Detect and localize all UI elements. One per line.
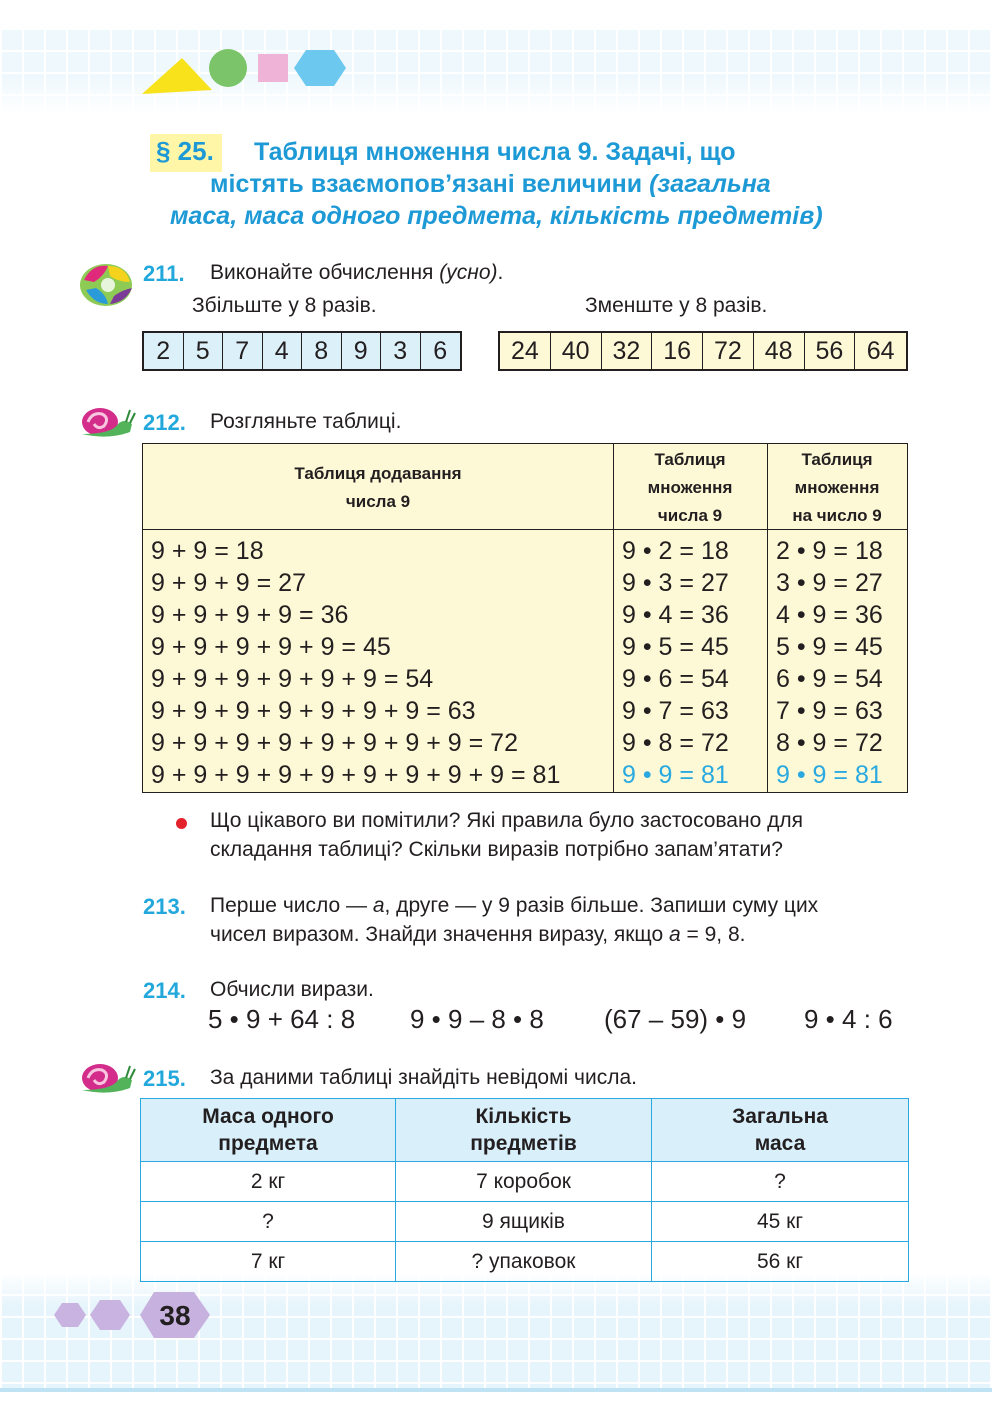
task-211-number: 211. — [143, 261, 185, 286]
header-line: Загальна — [732, 1105, 828, 1128]
green-circle-icon — [209, 49, 247, 87]
mult-by-row: 3 • 9 = 27 — [776, 569, 883, 597]
blue-hexagon-icon — [294, 50, 346, 86]
header-line: Таблиця — [654, 450, 726, 469]
strip-cell: 16 — [652, 333, 703, 369]
page-number-badge — [44, 1288, 224, 1346]
mult-by-row: 7 • 9 = 63 — [776, 697, 883, 725]
header-line: предмета — [218, 1132, 318, 1155]
task-213-variable: а — [669, 923, 681, 946]
header-line: Кількість — [475, 1105, 572, 1128]
task-211-right-label: Зменште у 8 разів. — [585, 294, 768, 317]
mult-by-column — [776, 535, 883, 791]
header-line: множення — [794, 478, 880, 497]
table-cell: ? — [141, 1202, 396, 1242]
mult-of-row: 9 • 4 = 36 — [622, 601, 729, 629]
task-212-question-1: Що цікавого ви помітили? Які правила було застосовано для — [210, 809, 803, 832]
mind-puzzle-icon — [78, 260, 134, 308]
table-row — [141, 1202, 909, 1242]
page-number: 38 — [159, 1300, 191, 1331]
task-213-line-2 — [210, 923, 745, 947]
yellow-triangle-icon — [142, 58, 212, 94]
task-215-text: За даними таблиці знайдіть невідомі числа. — [210, 1066, 637, 1089]
mult-by-header — [767, 446, 907, 530]
addition-row: 9 + 9 + 9 = 27 — [151, 569, 306, 597]
table-cell: 2 кг — [141, 1162, 396, 1202]
addition-row: 9 + 9 + 9 + 9 + 9 + 9 = 54 — [151, 665, 434, 693]
mult-by-row: 4 • 9 = 36 — [776, 601, 883, 629]
snail-icon — [78, 404, 136, 442]
strip-cell: 56 — [805, 333, 856, 369]
mult-of-row: 9 • 8 = 72 — [622, 729, 729, 757]
mass-table — [140, 1098, 909, 1282]
table-cell: 7 коробок — [396, 1162, 652, 1202]
mass-table-header-row — [141, 1099, 909, 1162]
header-count — [396, 1099, 652, 1162]
multiplication-table — [142, 443, 908, 793]
header-line: числа 9 — [657, 506, 723, 525]
task-214-number: 214. — [143, 978, 186, 1003]
multiply-strip — [142, 331, 462, 371]
mult-of-row: 9 • 3 = 27 — [622, 569, 729, 597]
task-213-line-2a: чисел виразом. Знайди значення виразу, якщо — [210, 923, 669, 946]
strip-cell: 32 — [602, 333, 653, 369]
mult-of-column — [622, 535, 729, 791]
table-cell: 9 ящиків — [396, 1202, 652, 1242]
table-cell: 45 кг — [652, 1202, 909, 1242]
strip-cell: 6 — [433, 336, 448, 365]
strip-cell: 2 — [144, 333, 184, 369]
table-row — [141, 1242, 909, 1282]
task-212-text: Розгляньте таблиці. — [210, 410, 402, 433]
task-213-number: 213. — [143, 894, 186, 919]
divide-strip — [498, 331, 908, 371]
addition-row: 9 + 9 + 9 + 9 + 9 + 9 + 9 + 9 + 9 = 81 — [151, 761, 561, 789]
header-line: множення — [647, 478, 733, 497]
mult-of-row: 9 • 7 = 63 — [622, 697, 729, 725]
header-line: Таблиця — [801, 450, 873, 469]
task-211-text — [210, 261, 503, 285]
snail-icon — [78, 1060, 136, 1098]
hexagon-icon — [54, 1303, 86, 1327]
strip-cell: 7 — [223, 333, 263, 369]
mult-by-row: 6 • 9 = 54 — [776, 665, 883, 693]
mult-by-row-highlight: 9 • 9 = 81 — [776, 761, 883, 789]
addition-row: 9 + 9 = 18 — [151, 537, 264, 565]
expression: 9 • 4 : 6 — [804, 1004, 893, 1034]
mult-of-row: 9 • 6 = 54 — [622, 665, 729, 693]
title-line-2-text: містять взаємопов’язані величини — [210, 170, 643, 198]
table-row — [141, 1162, 909, 1202]
expression: 5 • 9 + 64 : 8 — [208, 1004, 356, 1034]
expression: 9 • 9 – 8 • 8 — [410, 1004, 544, 1034]
task-211-text-main: Виконайте обчислення — [210, 261, 434, 284]
mult-of-row: 9 • 5 = 45 — [622, 633, 729, 661]
header-line: на число 9 — [792, 506, 882, 525]
strip-cell: 24 — [500, 333, 551, 369]
strip-cell: 64 — [866, 336, 895, 365]
mult-by-row: 5 • 9 = 45 — [776, 633, 883, 661]
strip-cell: 5 — [184, 333, 224, 369]
strip-cell: 3 — [381, 333, 421, 369]
task-213-line-1b: , друге — у 9 разів більше. Запиши суму цих — [384, 894, 819, 917]
strip-cell: 4 — [263, 333, 303, 369]
strip-cell: 8 — [302, 333, 342, 369]
header-line: предметів — [470, 1132, 577, 1155]
hexagon-icon — [90, 1300, 130, 1330]
task-212-question-2: складання таблиці? Скільки виразів потрібно запам’ятати? — [210, 838, 783, 861]
table-cell: ? упаковок — [396, 1242, 652, 1282]
title-line-3-text: маса, маса одного предмета, кількість предметів) — [170, 202, 823, 230]
footer-line — [0, 1388, 992, 1392]
task-213-line-2b: = 9, 8. — [680, 923, 746, 946]
mult-of-header — [613, 446, 767, 530]
mult-by-row: 8 • 9 = 72 — [776, 729, 883, 757]
task-212-number: 212. — [143, 410, 186, 435]
expression: (67 – 59) • 9 — [604, 1004, 747, 1034]
addition-row: 9 + 9 + 9 + 9 = 36 — [151, 601, 349, 629]
mult-by-row: 2 • 9 = 18 — [776, 537, 883, 565]
task-213-variable: а — [372, 894, 385, 917]
header-line: Таблиця додавання — [294, 464, 462, 483]
title-line-2-italic: (загальна — [649, 170, 771, 198]
task-213-line-1 — [210, 894, 818, 918]
pink-square-icon — [258, 54, 288, 82]
title-line-3 — [170, 202, 823, 231]
addition-row: 9 + 9 + 9 + 9 + 9 = 45 — [151, 633, 391, 661]
strip-cell: 48 — [754, 333, 805, 369]
header-line: маса — [754, 1132, 806, 1155]
title-line-1: Таблиця множення числа 9. Задачі, що — [254, 138, 736, 166]
header-line: числа 9 — [345, 492, 411, 511]
header-item-mass — [141, 1099, 396, 1162]
addition-row: 9 + 9 + 9 + 9 + 9 + 9 + 9 = 63 — [151, 697, 476, 725]
bullet-icon — [176, 818, 187, 829]
header-total-mass — [652, 1099, 909, 1162]
section-mark: § 25. — [150, 134, 222, 172]
task-215-number: 215. — [143, 1066, 186, 1091]
task-214-text: Обчисли вирази. — [210, 978, 374, 1001]
table-cell: ? — [652, 1162, 909, 1202]
header-line: Маса одного — [202, 1105, 334, 1128]
table-cell: 56 кг — [652, 1242, 909, 1282]
header-white-strip — [0, 0, 992, 28]
addition-row: 9 + 9 + 9 + 9 + 9 + 9 + 9 + 9 = 72 — [151, 729, 518, 757]
addition-column — [151, 535, 560, 791]
title-line-2 — [210, 170, 771, 199]
strip-cell: 40 — [551, 333, 602, 369]
table-cell: 7 кг — [141, 1242, 396, 1282]
mult-of-row-highlight: 9 • 9 = 81 — [622, 761, 729, 789]
task-211-text-end: . — [497, 261, 504, 284]
strip-cell: 9 — [342, 333, 382, 369]
header-shapes — [140, 46, 350, 96]
task-211-text-italic: (усно) — [439, 261, 498, 284]
mult-of-row: 9 • 2 = 18 — [622, 537, 729, 565]
addition-table-header — [143, 460, 613, 516]
task-213-line-1a: Перше число — — [210, 894, 373, 917]
strip-cell: 72 — [703, 333, 754, 369]
task-211-left-label: Збільште у 8 разів. — [192, 294, 377, 317]
